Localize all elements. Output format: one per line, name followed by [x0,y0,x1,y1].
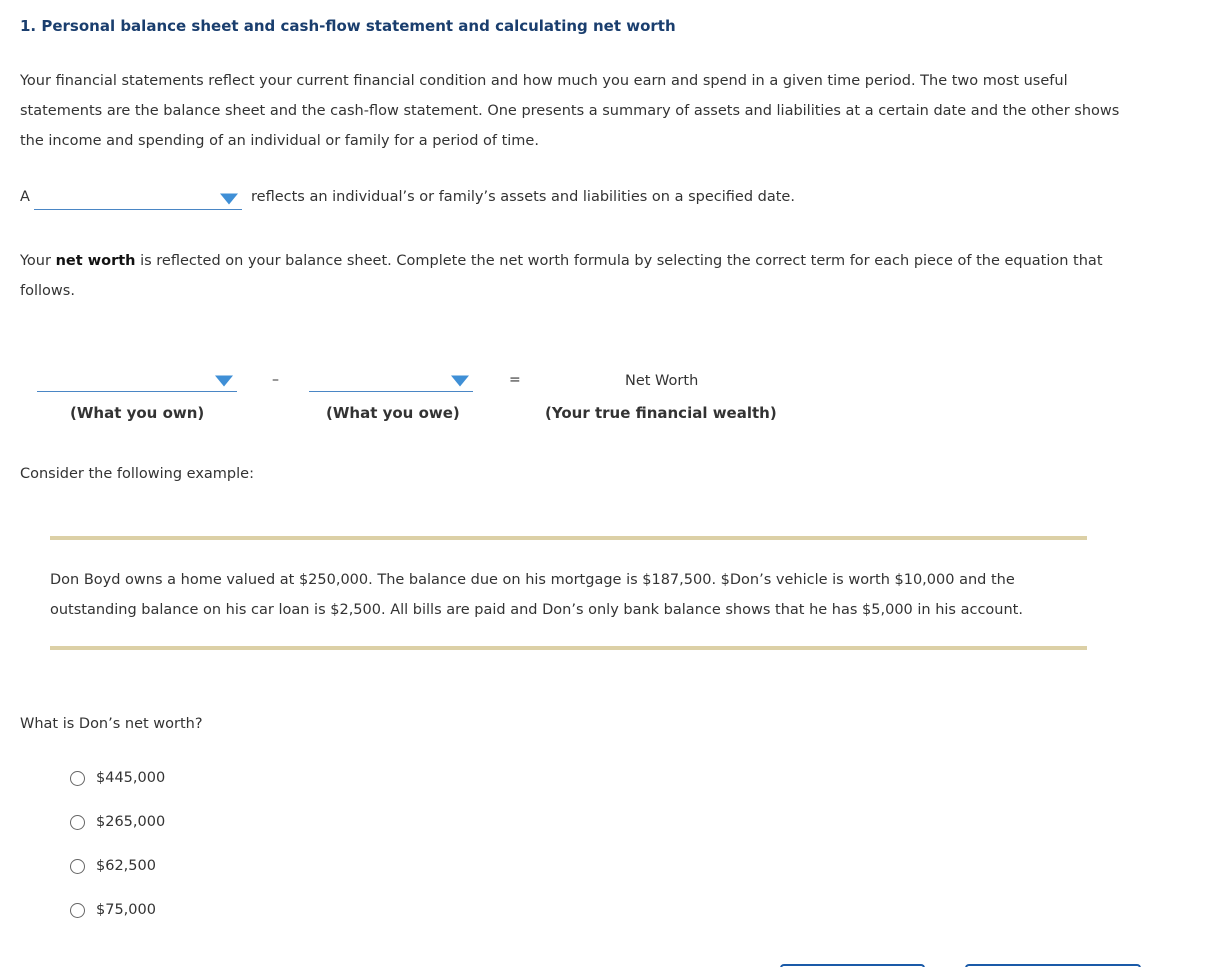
net-worth-instructions [20,246,1195,306]
dropdown-arrow-icon [451,375,469,386]
nw-bold-term: net worth [55,253,136,269]
sentence-prefix: A [20,189,30,205]
answer-option[interactable] [70,768,165,788]
radio-button[interactable] [70,859,85,874]
example-line: outstanding balance on his car loan is $2,500. All bills are paid and Don’s only bank balance shows that he has $5,000 in his account. [50,602,1023,618]
net-worth-result: Net Worth [625,373,699,389]
statement-type-dropdown[interactable] [34,188,242,210]
example-box [50,565,1090,625]
sentence-suffix: reflects an individual’s or family’s assets and liabilities on a specified date. [251,189,795,205]
nw-text-line2: follows. [20,283,75,299]
option-label: $265,000 [96,814,166,830]
intro-line: the income and spending of an individual or family for a period of time. [20,133,539,149]
example-bottom-divider [50,646,1087,650]
radio-button[interactable] [70,903,85,918]
option-label: $75,000 [96,902,156,918]
page-title: 1. Personal balance sheet and cash-flow statement and calculating net worth [20,17,676,35]
intro-paragraph [20,66,1195,156]
answer-option[interactable] [70,900,156,920]
nw-text-part1: Your [20,253,56,269]
financial-wealth-label: (Your true financial wealth) [545,404,777,422]
what-you-owe-dropdown[interactable] [309,370,473,392]
example-line: Don Boyd owns a home valued at $250,000. The balance due on his mortgage is $187,500. $Don’s vehicle is worth $10,000 and the [50,572,1015,588]
intro-line: Your financial statements reflect your current financial condition and how much you earn and spend in a given time period. The two most useful [20,73,1068,89]
dropdown-arrow-icon [215,375,233,386]
radio-button[interactable] [70,815,85,830]
question-text: What is Don’s net worth? [20,716,203,732]
intro-line: statements are the balance sheet and the cash-flow statement. One presents a summary of assets and liabilities at a certain date and the other shows [20,103,1120,119]
what-you-own-label: (What you own) [70,404,205,422]
what-you-owe-label: (What you owe) [326,404,460,422]
equals-sign: = [509,372,521,388]
example-top-divider [50,536,1087,540]
answer-option[interactable] [70,812,165,832]
option-label: $445,000 [96,770,166,786]
what-you-own-dropdown[interactable] [37,370,237,392]
minus-sign: – [272,372,279,388]
dropdown-arrow-icon [220,193,238,204]
option-label: $62,500 [96,858,156,874]
radio-button[interactable] [70,771,85,786]
consider-text: Consider the following example: [20,466,254,482]
nw-text-part2: is reflected on your balance sheet. Complete the net worth formula by selecting the correct term for each piece of the equation that [135,253,1103,269]
answer-option[interactable] [70,856,156,876]
